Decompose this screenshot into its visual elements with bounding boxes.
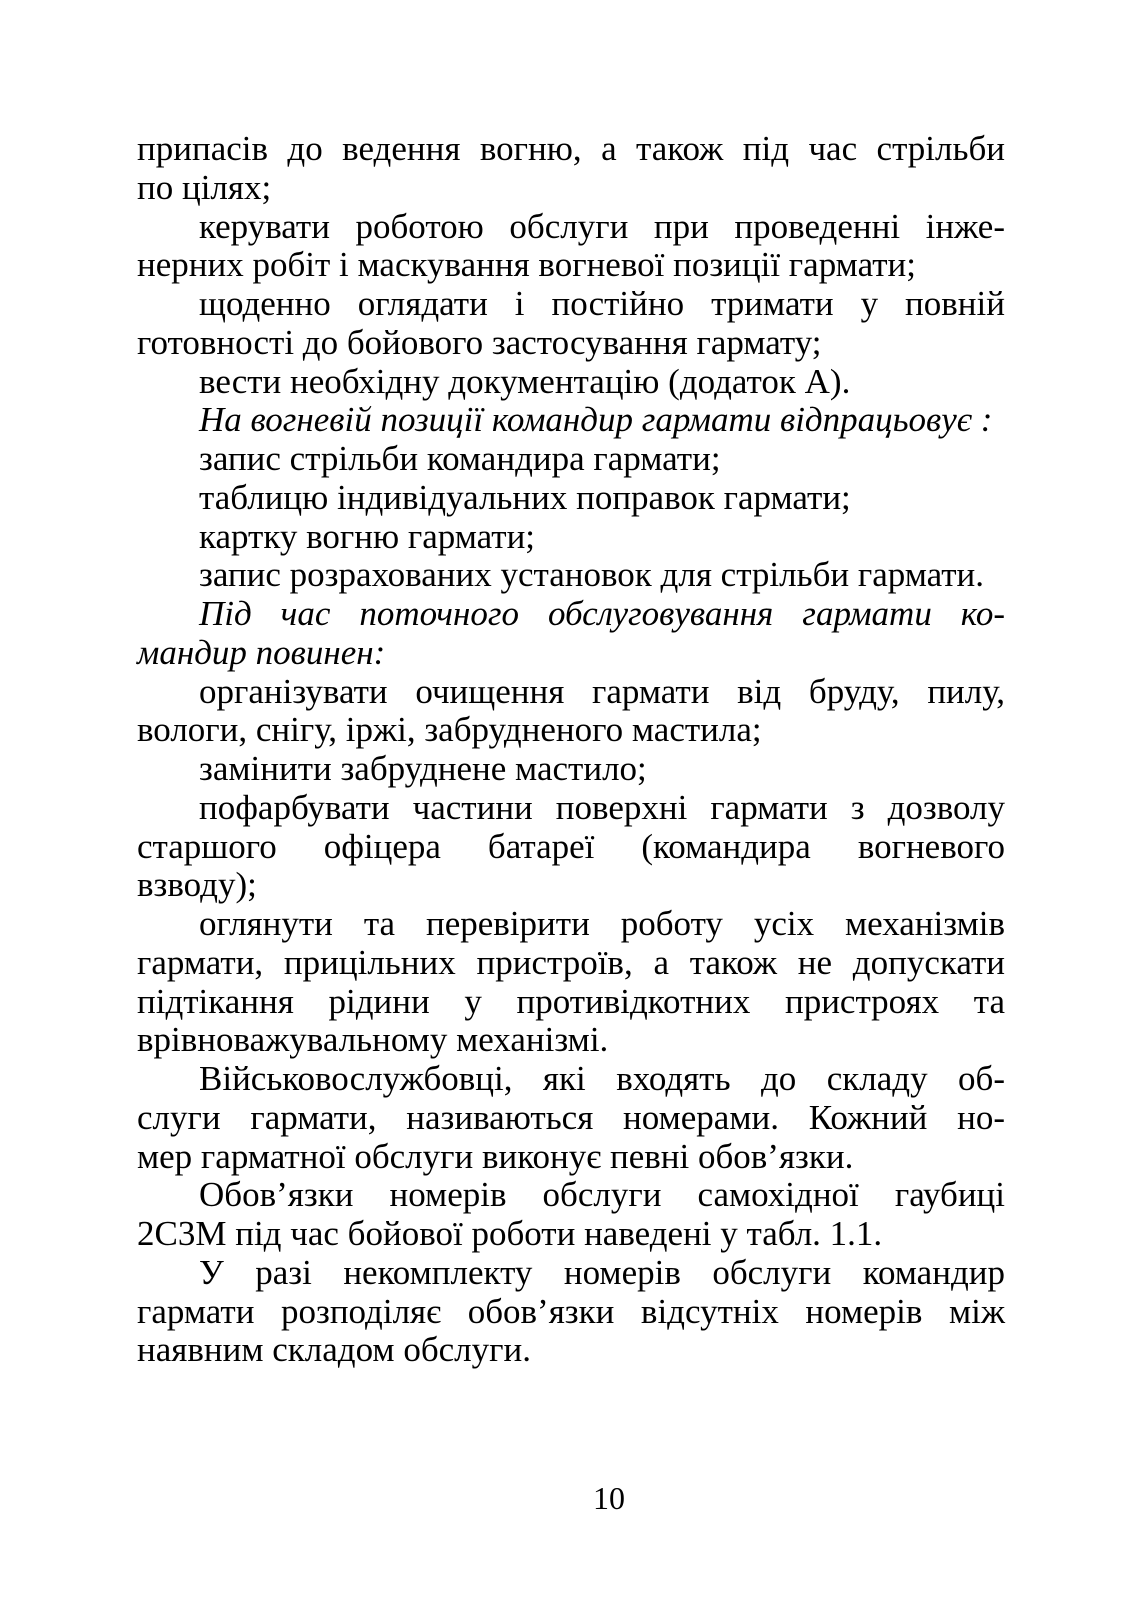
text-line: Обов’язки номерів обслуги самохідної гаубиці — [199, 1175, 1005, 1215]
text-line: керувати роботою обслуги при проведенні інже- — [199, 206, 1005, 246]
paragraph — [137, 363, 1005, 402]
text-line: організувати очищення гармати від бруду, пилу, — [199, 671, 1005, 711]
paragraph — [137, 905, 1005, 1060]
paragraph — [137, 518, 1005, 557]
text-line: готовності до бойового застосування гармату; — [137, 322, 822, 362]
text-line: щоденно оглядати і постійно тримати у повній — [199, 284, 1005, 323]
paragraph — [137, 401, 1005, 440]
text-line: по цілях; — [137, 167, 272, 207]
text-line: оглянути та перевірити роботу усіх механізмів — [199, 904, 1005, 943]
paragraph — [137, 750, 1005, 789]
paragraph — [137, 1254, 1005, 1370]
text-line: таблицю індивідуальних поправок гармати; — [199, 477, 851, 517]
text-line: нерних робіт і маскування вогневої позиції гармати; — [137, 245, 916, 285]
paragraph — [137, 130, 1005, 208]
text-line: запис стрільби командира гармати; — [199, 439, 721, 478]
text-block — [137, 130, 1005, 1370]
page-footer — [175, 1481, 1043, 1516]
text-line: На вогневій позиції командир гармати відпрацьовує : — [199, 400, 993, 440]
paragraph — [137, 595, 1005, 673]
paragraph — [137, 789, 1005, 905]
text-line: замінити забруднене мастило; — [199, 749, 647, 788]
text-line: старшого офіцера батареї (командира вогневого — [137, 826, 1005, 866]
text-line: мер гарматної обслуги виконує певні обов’язки. — [137, 1136, 854, 1176]
paragraph — [137, 1176, 1005, 1254]
text-line: гармати розподіляє обов’язки відсутніх номерів між — [137, 1291, 1005, 1331]
text-line: припасів до ведення вогню, а також під час стрільби — [137, 129, 1005, 168]
text-line: 2С3М під час бойової роботи наведені у табл. 1.1. — [137, 1214, 883, 1253]
text-line: підтікання рідини у противідкотних пристроях та — [137, 981, 1005, 1021]
text-line: врівноважувальному механізмі. — [137, 1020, 609, 1060]
text-line: Військовослужбовці, які входять до складу об- — [199, 1059, 1005, 1098]
paragraph — [137, 440, 1005, 479]
text-line: наявним складом обслуги. — [137, 1330, 531, 1370]
text-line: пофарбувати частини поверхні гармати з дозволу — [199, 787, 1005, 827]
text-line: вести необхідну документацію (додаток А). — [199, 361, 851, 401]
paragraph — [137, 285, 1005, 363]
text-line: гармати, прицільних пристроїв, а також не допускати — [137, 942, 1005, 982]
text-line: вологи, снігу, іржі, забрудненого мастила; — [137, 710, 762, 750]
paragraph — [137, 556, 1005, 595]
paragraph — [137, 208, 1005, 286]
text-line: У разі некомплекту номерів обслуги командир — [199, 1252, 1005, 1292]
text-line: мандир повинен: — [137, 632, 386, 672]
text-line: слуги гармати, називаються номерами. Кожний но- — [137, 1097, 1005, 1137]
paragraph — [137, 1060, 1005, 1176]
text-line: взводу); — [137, 865, 257, 905]
text-line: картку вогню гармати; — [199, 516, 536, 556]
page-number: 10 — [593, 1480, 625, 1516]
paragraph — [137, 479, 1005, 518]
text-line: запис розрахованих установок для стрільби гармати. — [199, 555, 985, 595]
text-line: Під час поточного обслуговування гармати ко- — [199, 594, 1005, 633]
paragraph — [137, 673, 1005, 751]
